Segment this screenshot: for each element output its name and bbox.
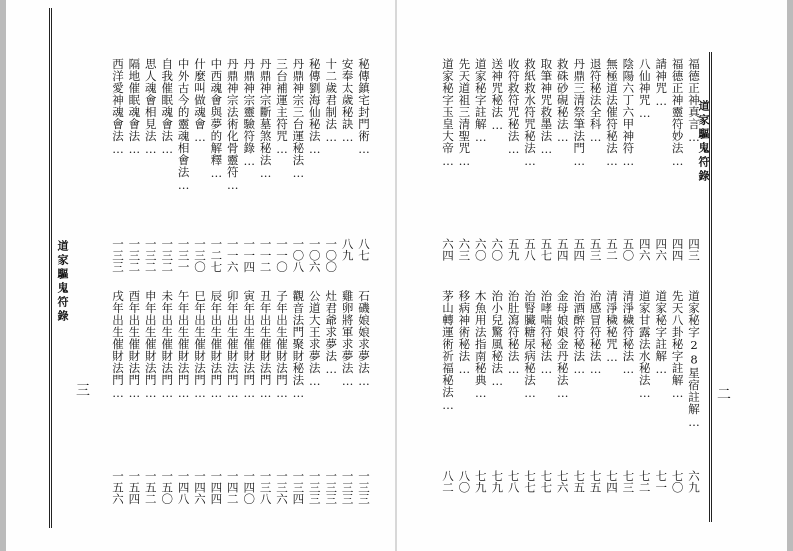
- toc-entry-title: 退符秘法全科…: [588, 58, 603, 145]
- toc-entry-title: 救硃砂硯秘法…: [555, 58, 570, 145]
- toc-entry-title: 丹鼎三清祭筆法門…: [572, 58, 587, 169]
- right-page-folio: 二: [717, 387, 732, 403]
- toc-entry-page-number: 一三三: [307, 470, 322, 505]
- toc-entry-title: 陰陽六丁六甲神符…: [621, 58, 636, 169]
- toc-entry-title: 隔地催眠魂會法…: [127, 58, 142, 157]
- toc-entry-page-number: 一五二: [143, 470, 158, 505]
- toc-entry-page-number: 一三一: [176, 238, 191, 273]
- toc-entry-title: 先天道祖三清聖咒…: [457, 58, 472, 169]
- toc-entry-page-number: 一三八: [258, 470, 273, 505]
- toc-entry-title: 無極道法催符秘法…: [605, 58, 619, 169]
- toc-entry-title: 午年出生催財法門…: [176, 290, 191, 401]
- toc-entry-title: 請神咒…: [654, 58, 669, 109]
- toc-entry-page-number: 一一四: [242, 238, 257, 273]
- toc-entry-title: 收符救符咒秘法…: [506, 58, 521, 157]
- toc-entry-page-number: 一三三: [340, 470, 355, 505]
- toc-entry-page-number: 一〇〇: [324, 238, 339, 273]
- toc-entry-title: 治感冒符秘法…: [588, 290, 603, 377]
- toc-entry-title: 西洋愛神魂會法…: [111, 58, 125, 157]
- toc-entry-page-number: 七九: [490, 470, 505, 493]
- toc-entry-page-number: 一一〇: [275, 238, 289, 273]
- toc-entry-page-number: 四六: [637, 238, 652, 261]
- toc-entry-title: 觀音法門聚財秘法…: [291, 290, 306, 401]
- toc-entry-page-number: 一三二: [143, 238, 158, 273]
- toc-entry-page-number: 一四六: [193, 470, 207, 505]
- toc-entry-page-number: 四四: [670, 238, 685, 261]
- toc-entry-title: 治哮喘符秘法…: [539, 290, 554, 377]
- toc-entry-title: 未年出生催財法門…: [160, 290, 175, 401]
- toc-entry-title: 中西魂會與夢的解釋…: [209, 58, 224, 181]
- left-page-folio: 三: [76, 383, 91, 399]
- right-page-header: 道家驅鬼符錄: [697, 100, 710, 184]
- toc-entry-title: 十二歲君制法…: [324, 58, 339, 145]
- toc-entry-page-number: 一五四: [127, 470, 142, 505]
- right-page: [397, 0, 793, 551]
- toc-entry-title: 中外古今的靈魂相會法…: [176, 58, 191, 193]
- toc-entry-page-number: 四三: [687, 238, 701, 261]
- toc-entry-page-number: 一三四: [291, 470, 306, 505]
- toc-entry-page-number: 七五: [588, 470, 603, 493]
- toc-entry-page-number: 七六: [555, 470, 570, 493]
- toc-entry-title: 石磯娘娘求夢法…: [357, 290, 371, 389]
- toc-entry-page-number: 一三二: [127, 238, 142, 273]
- toc-entry-title: 雞卵將軍求夢法…: [340, 290, 355, 389]
- toc-entry-title: 清淨穢符秘法…: [621, 290, 636, 377]
- toc-entry-title: 丹鼎神宗三台運秘法…: [291, 58, 306, 181]
- toc-entry-title: 道家秘字註解…: [473, 58, 488, 145]
- toc-entry-title: 申年出生催財法門…: [143, 290, 158, 401]
- toc-entry-page-number: 五七: [539, 238, 554, 261]
- toc-entry-title: 丹鼎神宗靈驗符錄…: [242, 58, 257, 169]
- toc-entry-title: 巳年出生催財法門…: [193, 290, 207, 401]
- left-page-outer-rule-inner: [51, 8, 52, 528]
- toc-entry-page-number: 五二: [605, 238, 619, 261]
- toc-entry-title: 木魚用法指南秘典…: [473, 290, 488, 401]
- toc-entry-title: 寅年出生催財法門…: [242, 290, 257, 401]
- toc-entry-title: 清淨穢秘咒…: [605, 290, 619, 365]
- toc-entry-page-number: 八〇: [457, 470, 472, 493]
- toc-entry-title: 治腎臟糖尿病秘法…: [523, 290, 537, 401]
- toc-entry-page-number: 一三二: [160, 238, 175, 273]
- toc-entry-page-number: 一一二: [258, 238, 273, 273]
- toc-entry-title: 道家秘字玉皇大帝…: [441, 58, 455, 169]
- toc-entry-page-number: 一四四: [209, 470, 224, 505]
- toc-entry-page-number: 一三三: [357, 470, 371, 505]
- toc-entry-page-number: 一五六: [111, 470, 125, 505]
- toc-entry-title: 卯年出生催財法門…: [225, 290, 240, 401]
- toc-entry-page-number: 六四: [441, 238, 455, 261]
- toc-entry-title: 道家甘露法水秘法…: [637, 290, 652, 401]
- toc-entry-title: 什麼叫做魂會…: [193, 58, 207, 145]
- toc-entry-title: 道家秘字28星宿註解…: [687, 290, 701, 430]
- toc-entry-page-number: 五四: [572, 238, 587, 261]
- toc-entry-page-number: 六〇: [490, 238, 505, 261]
- toc-entry-title: 福德正神靈符妙法…: [670, 58, 685, 169]
- toc-entry-page-number: 七三: [621, 470, 636, 493]
- toc-entry-page-number: 一〇八: [291, 238, 306, 273]
- toc-entry-title: 取筆神咒救墨法…: [539, 58, 554, 157]
- toc-entry-page-number: 一四〇: [242, 470, 257, 505]
- toc-entry-page-number: 七五: [572, 470, 587, 493]
- toc-entry-page-number: 五八: [523, 238, 537, 261]
- toc-entry-page-number: 一三三: [111, 238, 125, 273]
- toc-entry-title: 公道大王求夢法…: [307, 290, 322, 389]
- toc-entry-title: 丹鼎神宗法術化骨靈符…: [225, 58, 240, 193]
- toc-entry-title: 秘傳鎮宅封門術…: [357, 58, 371, 157]
- toc-entry-title: 送神咒秘法…: [490, 58, 505, 133]
- toc-entry-page-number: 一三〇: [193, 238, 207, 273]
- toc-entry-page-number: 五〇: [621, 238, 636, 261]
- toc-entry-page-number: 六〇: [473, 238, 488, 261]
- toc-entry-page-number: 一三六: [275, 470, 289, 505]
- toc-entry-title: 治小兒驚風秘法…: [490, 290, 505, 389]
- toc-entry-title: 安奉太歲秘訣…: [340, 58, 355, 145]
- toc-entry-page-number: 七四: [605, 470, 619, 493]
- toc-entry-title: 茅山轉運術祈福秘法…: [441, 290, 455, 413]
- toc-entry-page-number: 五九: [506, 238, 521, 261]
- toc-entry-page-number: 八七: [357, 238, 371, 261]
- toc-entry-page-number: 七七: [539, 470, 554, 493]
- toc-entry-page-number: 一一六: [225, 238, 240, 273]
- toc-entry-page-number: 七八: [506, 470, 521, 493]
- toc-entry-page-number: 七九: [473, 470, 488, 493]
- toc-entry-title: 先天八卦秘字註解…: [670, 290, 685, 401]
- toc-entry-title: 酉年出生催財法門…: [127, 290, 142, 401]
- toc-entry-title: 救紙救水符咒秘法…: [523, 58, 537, 169]
- toc-entry-page-number: 一五〇: [160, 470, 175, 505]
- toc-entry-page-number: 六三: [457, 238, 472, 261]
- toc-entry-page-number: 一〇六: [307, 238, 322, 273]
- toc-entry-title: 移病神術秘法…: [457, 290, 472, 377]
- toc-entry-page-number: 一四二: [225, 470, 240, 505]
- toc-entry-title: 八仙神咒…: [637, 58, 652, 121]
- toc-entry-title: 灶君爺求夢法…: [324, 290, 339, 377]
- toc-entry-page-number: 一四八: [176, 470, 191, 505]
- toc-entry-title: 道家秘字註解…: [654, 290, 669, 377]
- toc-entry-title: 子年出生催財法門…: [275, 290, 289, 401]
- toc-entry-page-number: 五三: [588, 238, 603, 261]
- toc-entry-title: 三台補運主符咒…: [275, 58, 289, 157]
- toc-entry-title: 金母娘娘金丹秘法…: [555, 290, 570, 401]
- toc-entry-title: 思人魂會相見法…: [143, 58, 158, 157]
- toc-entry-page-number: 七〇: [670, 470, 685, 493]
- toc-entry-title: 丹鼎神宗斷墓煞秘法…: [258, 58, 273, 181]
- toc-entry-page-number: 一三三: [324, 470, 339, 505]
- toc-entry-page-number: 四六: [654, 238, 669, 261]
- toc-entry-page-number: 一二七: [209, 238, 224, 273]
- left-page: [0, 0, 396, 551]
- toc-entry-title: 福德正神真言…: [687, 58, 701, 145]
- toc-entry-title: 治酒醉符秘法…: [572, 290, 587, 377]
- toc-entry-page-number: 六九: [687, 470, 701, 493]
- toc-entry-page-number: 八九: [340, 238, 355, 261]
- left-page-header: 道家驅鬼符錄: [56, 240, 69, 324]
- toc-entry-title: 戌年出生催財法門…: [111, 290, 125, 401]
- toc-entry-page-number: 七七: [523, 470, 537, 493]
- toc-entry-title: 秘傳劉海仙秘法…: [307, 58, 322, 157]
- toc-entry-title: 治肚瀉符秘法…: [506, 290, 521, 377]
- toc-entry-page-number: 五四: [555, 238, 570, 261]
- toc-entry-page-number: 八二: [441, 470, 455, 493]
- toc-entry-title: 丑年出生催財法門…: [258, 290, 273, 401]
- toc-entry-title: 自我催眠魂會法…: [160, 58, 175, 157]
- toc-entry-page-number: 七二: [637, 470, 652, 493]
- left-page-outer-rule: [49, 8, 50, 528]
- toc-entry-title: 辰年出生催財法門…: [209, 290, 224, 401]
- toc-entry-page-number: 七一: [654, 470, 669, 493]
- right-page-outer-rule-inner: [711, 52, 712, 522]
